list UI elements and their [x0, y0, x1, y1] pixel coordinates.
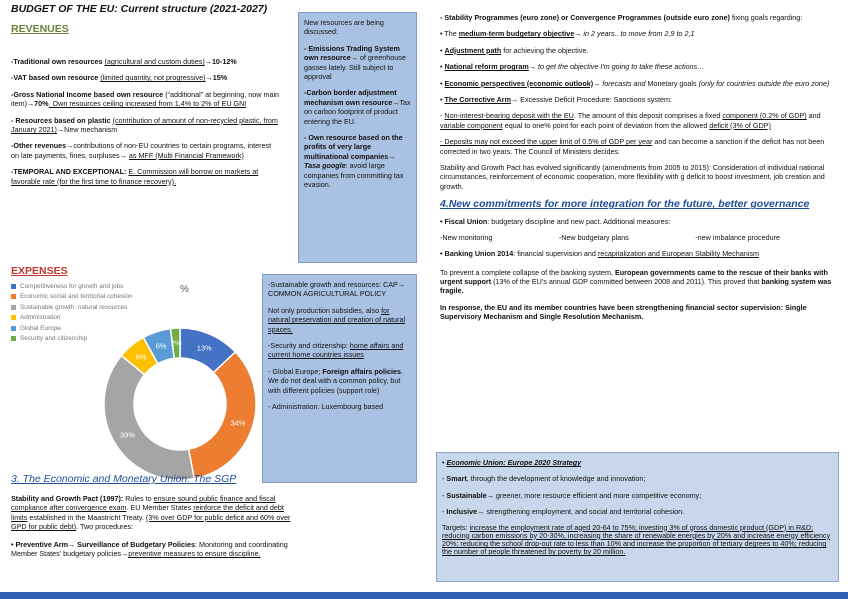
legend-item: Security and citizenship	[11, 334, 133, 345]
box-item: - Own resource based on the profits of very large multinational companies→ Tasa google: avoid large companies from committing tax evasion.	[304, 133, 404, 190]
commitment-item: • Fiscal Union: budgetary discipline and new pact. Additional measures:	[440, 217, 671, 227]
legend-swatch	[11, 326, 16, 331]
box-item: -Carbon border adjustment mechanism own resource→Tax on carbon footprint of product entering the EU.	[304, 88, 411, 126]
legend-swatch	[11, 315, 16, 320]
chart-title: %	[180, 284, 189, 295]
donut-slice-label: 2%	[170, 338, 182, 348]
right-column	[440, 13, 838, 322]
revenue-item: -VAT based own resource (limited quantity, not progressive)→15%	[11, 73, 228, 83]
sgp-item: - Non-interest-bearing deposit with the EU. The amount of this deposit comprises a fixed component (0.2% of GDP) and variable component equal to one% point for each point of deviation from the allowed deficit (3% of GDP)	[440, 111, 821, 130]
fiscal-measures-row	[440, 233, 780, 242]
sgp-heading: 3. The Economic and Monetary Union: The SGP	[11, 473, 237, 485]
footer-bar	[0, 592, 848, 599]
strategy-item: - Smart, through the development of knowledge and innovation;	[442, 474, 646, 484]
donut-slice-label: 6%	[135, 352, 147, 362]
expenses-heading: EXPENSES	[11, 265, 68, 277]
strategy-item: - Sustainable→ greener, more resource efficient and more competitive economy;	[442, 490, 702, 500]
measure-item: -New budgetary plans	[558, 232, 629, 242]
sgp-item: • The medium-term budgetary objective→ in 2 years.. to move from 2,9 to 2,1	[440, 29, 695, 39]
sgp-item: • The Corrective Arm→ Excessive Deficit Procedure: Sanctions system:	[440, 95, 672, 105]
legend-swatch	[11, 294, 16, 299]
page-title: BUDGET OF THE EU: Current structure (2021-2027)	[11, 3, 268, 15]
expenses-notes-box	[262, 274, 417, 483]
legend-item: Economic social and territorial cohesion	[11, 292, 133, 303]
revenues-list	[11, 57, 281, 186]
legend-swatch	[11, 284, 16, 289]
measure-item: -new imbalance procedure	[695, 232, 780, 242]
legend-item: Global Europe	[11, 323, 133, 334]
legend-item: Sustainable growth: natural resources	[11, 302, 133, 313]
sgp-item: Stability and Growth Pact has evolved significantly (amendments from 2005 to 2015): Consideration of individual national circumstances, reinforcement of economic cooperation, more flexibility with ġ deficit to boost investment, job creation and growth.	[440, 163, 825, 191]
strategy-item: - Inclusive→ strengthening employment, and social and territorial cohesion.	[442, 507, 685, 517]
sgp-item: - Stability Programmes (euro zone) or Convergence Programmes (outside euro zone) fixing goals regarding:	[440, 13, 803, 22]
donut-slice-label: 39%	[119, 430, 136, 440]
sgp-item: • Economic perspectives (economic outlook)→ forecasts and Monetary goals (only for countries outside the euro zone)	[440, 78, 830, 88]
box-item: -Security and citizenship: home affairs and current home countries issues	[268, 341, 404, 360]
revenue-item: -TEMPORAL AND EXCEPTIONAL: E. Commission will borrow on markets at favorable rate (for the first time to finance recovery).	[11, 167, 259, 186]
box-item: - Administration: Luxembourg based	[268, 402, 384, 412]
box-heading: • Economic Union: Europe 2020 Strategy	[442, 458, 582, 467]
revenue-item: -Traditional own resources (agricultural and custom duties)→10-12%	[11, 57, 237, 66]
sgp-item: • National reform program→ to get the objective I'm going to take these actions…	[440, 62, 705, 72]
europe-2020-box	[436, 452, 839, 582]
donut-slice-label: 6%	[155, 341, 167, 351]
strategy-targets: Targets: increase the employment rate of aged 20-64 to 75%; investing 3% of gross domestic product (GDP) in R&D; reducing carbon emissions by 20-30%, increasing the share of renewable energies by 20% and increase energy efficiency 20%; reducing the school drop-out rate to less than 10% and increase the proportion of tertiary degrees to 40%; reducing the number of people threatened by poverty by 20 million.	[442, 522, 831, 557]
box-item: - Global Europe; Foreign affairs policies. We do not deal with a common policy, but with different policies (support role)	[268, 366, 404, 395]
commitment-item: In response, the EU and its member countries have been strengthening financial sector supervision: Single Supervisory Mechanism and Single Resolution Mechanism.	[440, 302, 807, 322]
box-intro: New resources are being discussed:	[304, 18, 384, 37]
donut-slice	[189, 352, 256, 479]
commitment-item: • Banking Union 2014: financial supervision and recapitalization and European Stability Mechanism	[440, 249, 759, 259]
revenues-heading: REVENUES	[11, 23, 69, 35]
legend-swatch	[11, 305, 16, 310]
sgp-text	[11, 494, 296, 558]
commitment-item: To prevent a complete collapse of the banking system, European governments came to the rescue of their banks with urgent support (13% of the EU's annual GDP committed between 2008 and 2011). This proved that banking system was fragile.	[440, 267, 832, 296]
commitments-heading: 4.New commitments for more integration for the future, better governance	[440, 198, 810, 211]
sgp-item: • Adjustment path for achieving the objective.	[440, 45, 589, 55]
revenue-item: - Resources based on plastic (contribution of amount of non-recycled plastic, from January 2021)→New mechanism	[11, 115, 278, 135]
measure-item: -New monitoring	[440, 232, 493, 242]
legend-item: Competitiveness for growth and jobs	[11, 281, 133, 292]
sgp-item: - Deposits may not exceed the upper limit of 0.5% of GDP per year and can become a sanction if the deficit has not been corrected in two years. The Council of Ministers decides.	[440, 137, 825, 156]
new-resources-box	[298, 12, 417, 263]
donut-slice-label: 13%	[196, 343, 212, 353]
revenue-item: -Other revenues→contributions of non-EU countries to certain programs, interest on late payments, fines, surpluses→ as MFF (Multi Financial Framework)	[11, 141, 272, 160]
box-item: -Sustainable growth and resources: CAP→ COMMON AGRICULTURAL POLICY	[268, 280, 406, 299]
donut-slice	[104, 356, 194, 480]
legend-swatch	[11, 336, 16, 341]
legend-item: Administration	[11, 313, 133, 324]
donut-slice-label: 34%	[230, 418, 246, 428]
box-item: Not only production subsidies, also for natural preservation and creation of natural spaces.	[268, 305, 406, 334]
expenses-donut-chart	[100, 324, 260, 484]
revenue-item: -Gross National Income based own resource (“additional” at beginning, now main item)→70%. Own resources ceiling increased from 1,4% to 2% of EU GNI	[11, 89, 280, 109]
box-item: - Emissions Trading System own resource→ of greenhouse gasses lately. Still subject to approval	[304, 43, 406, 82]
sgp-paragraph: • Preventive Arm→ Surveillance of Budgetary Policies: Monitoring and coordinating Member States' budgetary policies→preventive measures to ensure discipline.	[11, 539, 288, 559]
sgp-paragraph: Stability and Growth Pact (1997): Rules to ensure sound public finance and fiscal compliance after convergence exam. EU Member States reinforce the deficit and debt limits established in the Maastricht Treaty. (3% over GDP for public deficit and 60% over GPD for public debt). Two procedures:	[11, 494, 291, 532]
